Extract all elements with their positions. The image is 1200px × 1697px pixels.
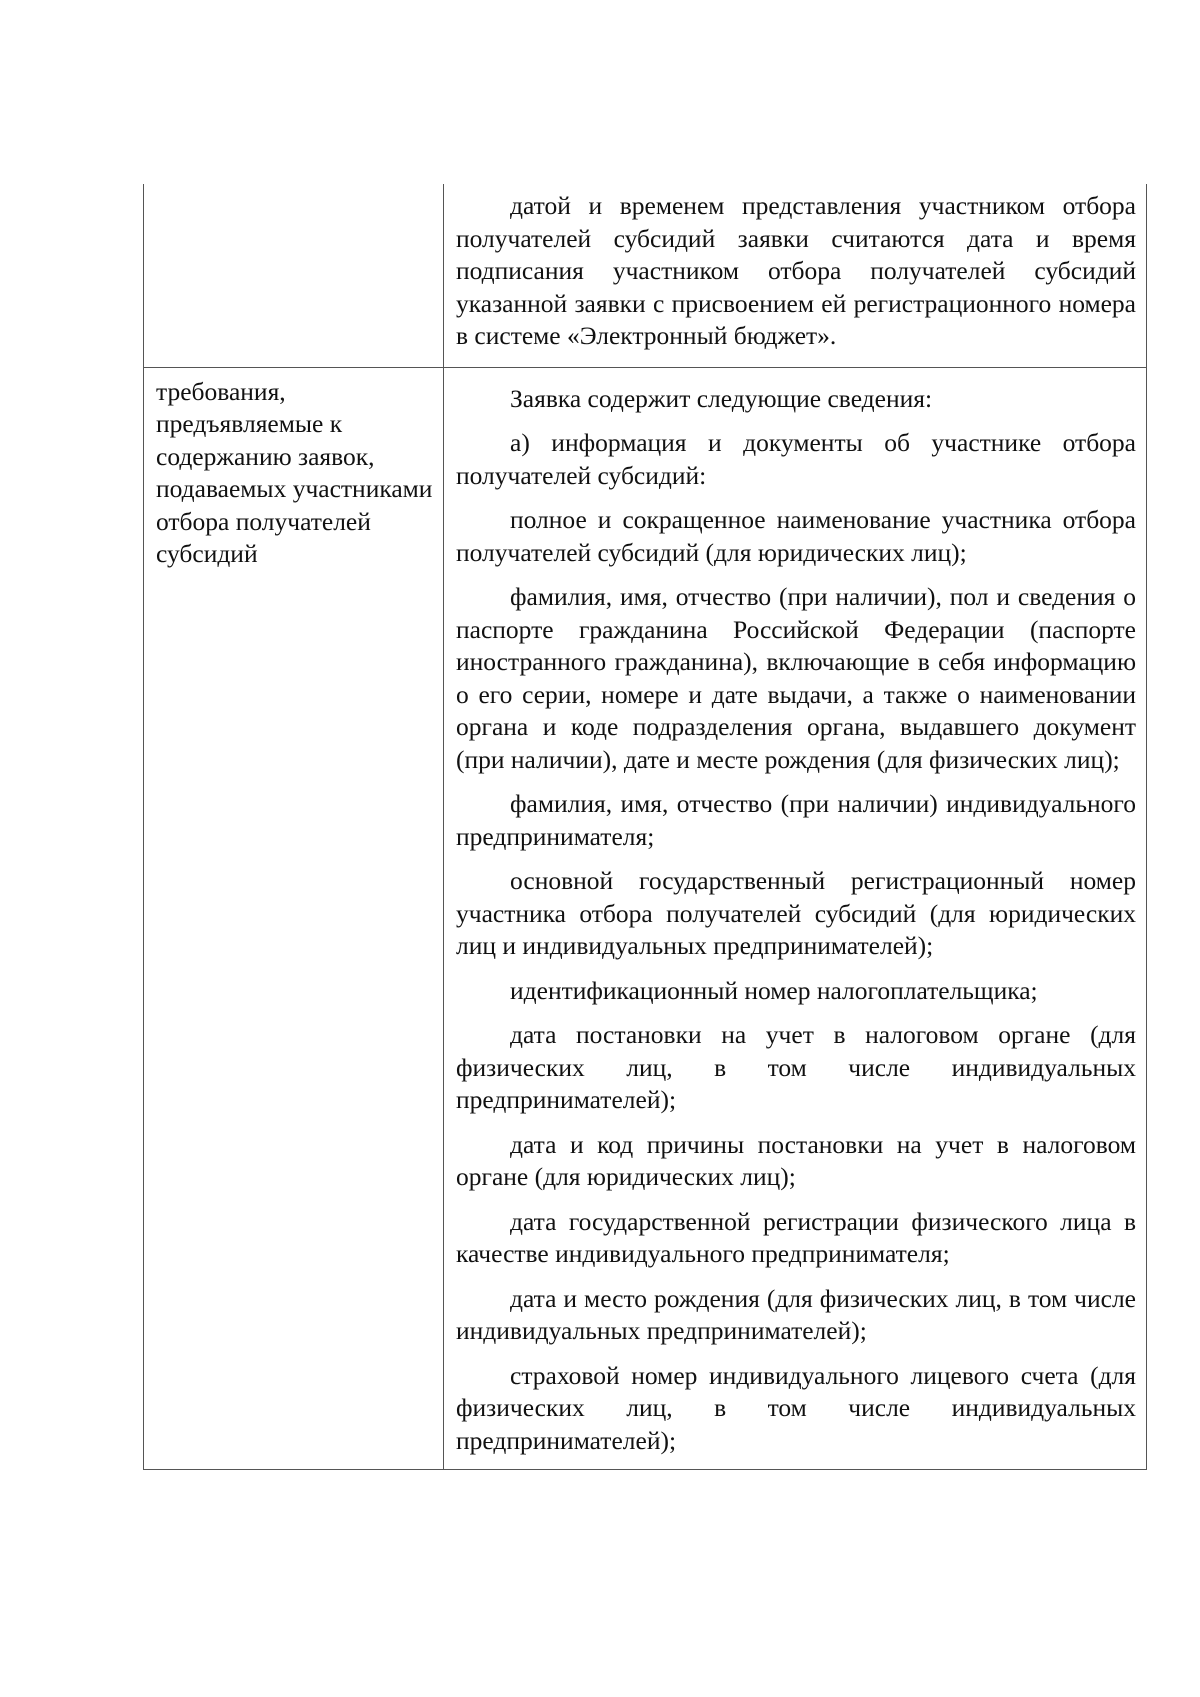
table-cell-right xyxy=(444,184,1147,367)
paragraph: дата государственной регистрации физического лица в качестве индивидуального предпринимателя; xyxy=(456,1206,1136,1268)
paragraph: страховой номер индивидуального лицевого счета (для физических лиц, в том числе индивидуальных предпринимателей); xyxy=(456,1360,1136,1455)
paragraph: фамилия, имя, отчество (при наличии) индивидуального предпринимателя; xyxy=(456,789,1136,851)
paragraph: основной государственный регистрационный номер участника отбора получателей субсидий (для юридических лиц и индивидуальных предпринимателей); xyxy=(456,866,1136,960)
table-row xyxy=(144,367,1147,1470)
paragraph: дата и код причины постановки на учет в налоговом органе (для юридических лиц); xyxy=(456,1129,1136,1191)
paragraph: полное и сокращенное наименование участника отбора получателей субсидий (для юридических лиц); xyxy=(456,505,1136,567)
requirements-table xyxy=(143,184,1147,1470)
requirement-title: требования, предъявляемые к содержанию заявок, подаваемых участниками отбора получателей субсидий xyxy=(144,367,444,1470)
paragraph: дата и место рождения (для физических лиц, в том числе индивидуальных предпринимателей); xyxy=(456,1283,1136,1345)
paragraph: Заявка содержит следующие сведения: xyxy=(510,383,933,413)
paragraph: идентификационный номер налогоплательщика; xyxy=(510,975,1038,1005)
table-row xyxy=(144,184,1147,367)
paragraph: дата постановки на учет в налоговом органе (для физических лиц, в том числе индивидуальных предпринимателей); xyxy=(456,1020,1136,1114)
table-cell-right xyxy=(444,367,1147,1470)
paragraph: датой и временем представления участником отбора получателей субсидий заявки считаются дата и время подписания участником отбора получателей субсидий указанной заявки с присвоением ей регистрационного номера в системе «Электронный бюджет». xyxy=(456,191,1136,350)
table-cell-left xyxy=(144,184,444,367)
paragraph: фамилия, имя, отчество (при наличии), пол и сведения о паспорте гражданина Российской Федерации (паспорте иностранного гражданина), включающие в себя информацию о его серии, номере и дате выдачи, а также о наименовании органа и коде подразделения органа, выдавшего документ (при наличии), дате и месте рождения (для физических лиц); xyxy=(456,582,1136,774)
paragraph: а) информация и документы об участнике отбора получателей субсидий: xyxy=(456,428,1136,490)
